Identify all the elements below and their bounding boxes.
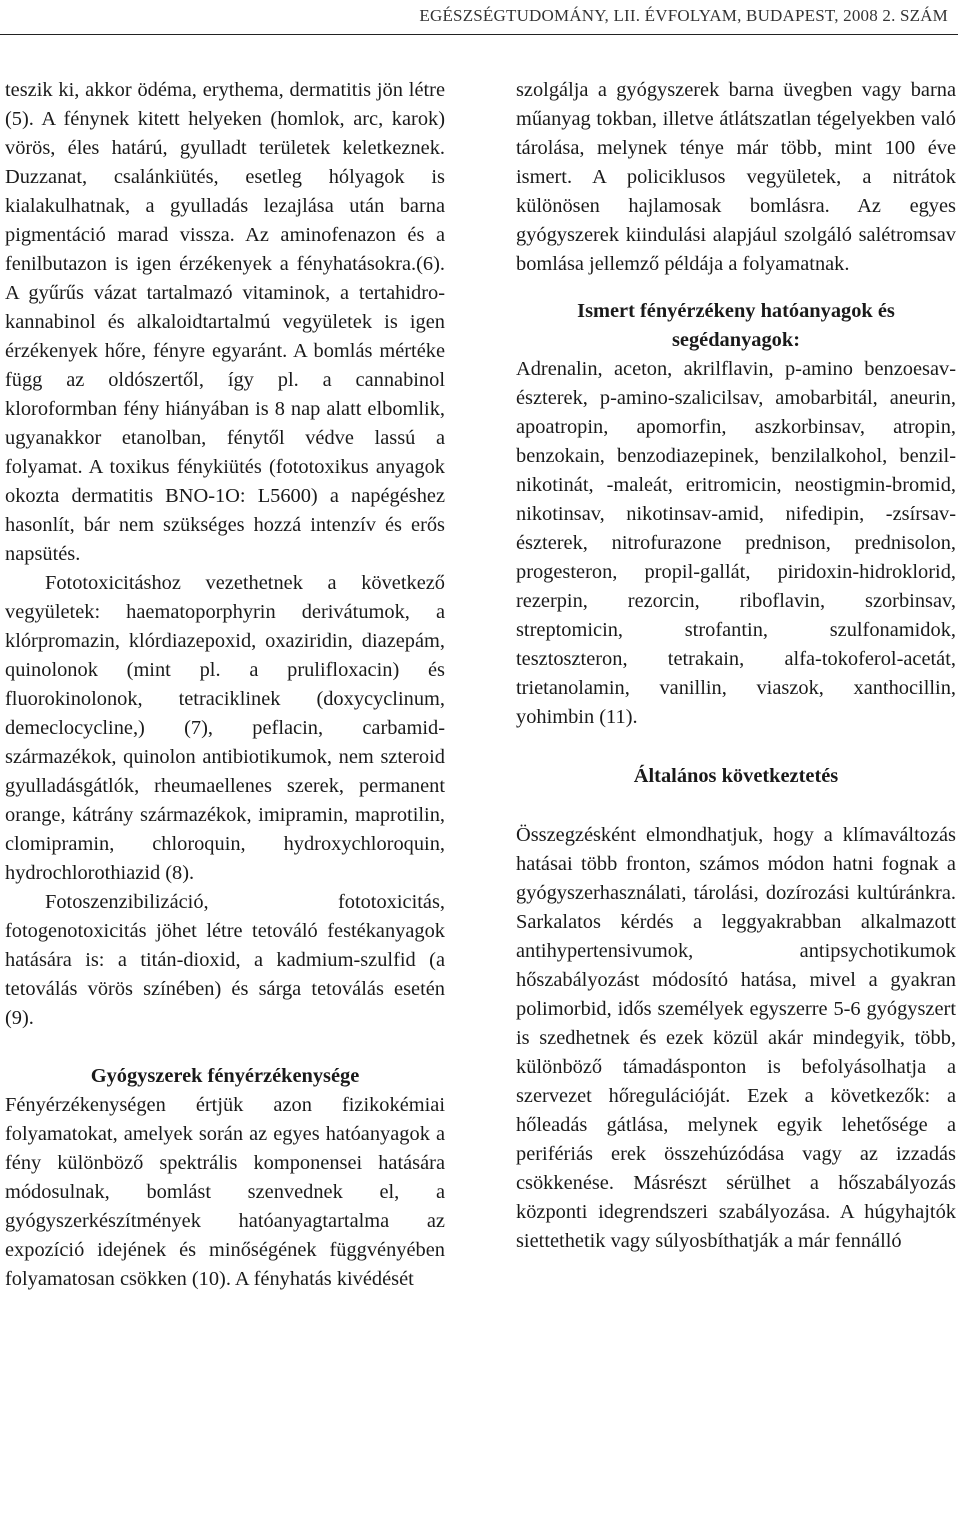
right-paragraph-1: szolgálja a gyógyszerek barna üvegben vagy barna műanyag tokban, illetve átlátszatlan tégelyekben való tárolása, melynek ténye már több, mint 100 éve ismert. A policiklusos vegyületek, a nitrátok különösen hajlamosak bomlásra. Az egyes gyógyszerek kiindulási alapjául szolgáló salétromsav bomlása jellemző példája a folyamatnak. — [516, 79, 956, 275]
left-paragraph-2: Fototoxicitáshoz vezethetnek a következő vegyületek: haematoporphyrin derivátumok, a klórpromazin, klórdiazepoxid, oxaziridin, diazepám, quinolonok (mint pl. a prulifloxacin) és fluorokinolonok, tetraciklinek (doxycyclinum, demeclocycline,) (7), peflacin, carbamid-származékok, quinolon antibiotikumok, nem szteroid gyulladásgátlók, rheumaellenes szerek, permanent orange, kátrány származékok, imipramin, maprotilin, clomipramin, chloroquin, hydroxychloroquin, hydrochlorothiazid (8). — [5, 572, 445, 884]
right-spacer-3 — [516, 791, 956, 821]
section-heading-drug-photosensitivity: Gyógyszerek fényérzékenysége — [90, 1065, 360, 1087]
left-spacer — [5, 1033, 445, 1062]
right-spacer-1 — [516, 279, 956, 297]
right-paragraph-2: Adrenalin, aceton, akrilflavin, p-amino benzoesav-észterek, p-amino-szalicilsav, amobarbitál, aneurin, apoatropin, apomorfin, aszkorbinsav, atropin, benzokain, benzodiazepinek, benzilalkohol, benzil-nikotinát, -maleát, eritromicin, neostigmin-bromid, nikotinsav, nikotinsav-amid, nifedipin, -zsírsav-észterek, nitrofurazone prednison, prednisolon, progesteron, propil-gallát, piridoxin-hidroklorid, rezerpin, rezorcin, riboflavin, szorbinsav, streptomicin, strofantin, szulfonamidok, tesztoszteron, tetrakain, alfa-tokoferol-acetát, trietanolamin, vanillin, viaszok, xanthocillin, yohimbin (11). — [516, 358, 956, 728]
left-column — [5, 76, 445, 1294]
header-divider — [0, 34, 958, 35]
section-heading-general-conclusion: Általános következtetés — [633, 765, 839, 787]
section-heading-known-photosensitive-agents: Ismert fényérzékeny hatóanyagok és segédanyagok: — [577, 300, 895, 351]
right-column — [516, 76, 956, 1256]
right-paragraph-3: Összegzésként elmondhatjuk, hogy a klímaváltozás hatásai több fronton, számos módon hatni fognak a gyógyszerhasználati, tárolási, dozírozási kultúránkra. Sarkalatos kérdés a leggyakrabban alkalmazott antihypertensivumok, antipsychotikumok hőszabályozást módosító hatása, mivel a gyakran polimorbid, idős személyek egyszerre 5-6 gyógyszert is szedhetnek és ezek közül akár mindegyik, több, különböző támadásponton is befolyásolhatja a szervezet hőregulációját. Ezek a következők: a hőleadás gátlása, melynek egyik lehetősége a perifériás erek összehúzódása vagy az izzadás csökkenése. Másrészt sérülhet a hőszabályozás központi idegrendszeri szabályozása. A húgyhajtók siettethetik vagy súlyosbíthatják a már fennálló — [516, 824, 956, 1252]
left-paragraph-1: teszik ki, akkor ödéma, erythema, dermatitis jön létre (5). A fénynek kitett helyeken (homlok, arc, karok) vörös, éles határú, gyulladt területek keletkeznek. Duzzanat, csalánkiütés, esetleg hólyagok is kialakulhatnak, a gyulladás lezajlása után barna pigmentáció marad vissza. Az aminofenazon és a fenilbutazon is igen érzékenyek a fényhatásokra.(6). A gyűrűs vázat tartalmazó vitaminok, a tertahidrokannabinol és alkaloidtartalmú vegyületek is igen érzékenyek hőre, fényre egyaránt. A bomlás mértéke függ az oldószertől, így pl. a cannabinol kloroformban fény hiányában is 8 nap alatt elbomlik, ugyanakkor etanolban, fénytől védve lassú a folyamat. A toxikus fénykiütés (fototoxikus anyagok okozta dermatitis BNO-1O: L5600) a napégéshez hasonlít, bár nem szükséges hozzá intenzív és erős napsütés. — [5, 79, 445, 565]
left-paragraph-3: Fotoszenzibilizáció, fototoxicitás, fotogenotoxicitás jöhet létre tetováló festékanyagok hatására is: a titán-dioxid, a kadmium-szulfid (a tetoválás vörös színében) és sárga tetoválás esetén (9). — [5, 891, 445, 1029]
right-spacer-2 — [516, 732, 956, 762]
left-paragraph-4: Fényérzékenységen értjük azon fizikokémiai folyamatokat, amelyek során az egyes hatóanyagok a fény különböző spektrális komponensei hatására módosulnak, bomlást szenvednek el, a gyógyszerkészítmények hatóanyagtartalma az expozíció idejének és minőségének függvényében folyamatosan csökken (10). A fényhatás kivédését — [5, 1094, 445, 1290]
running-header: EGÉSZSÉGTUDOMÁNY, LII. ÉVFOLYAM, BUDAPEST, 2008 2. SZÁM — [419, 6, 948, 25]
